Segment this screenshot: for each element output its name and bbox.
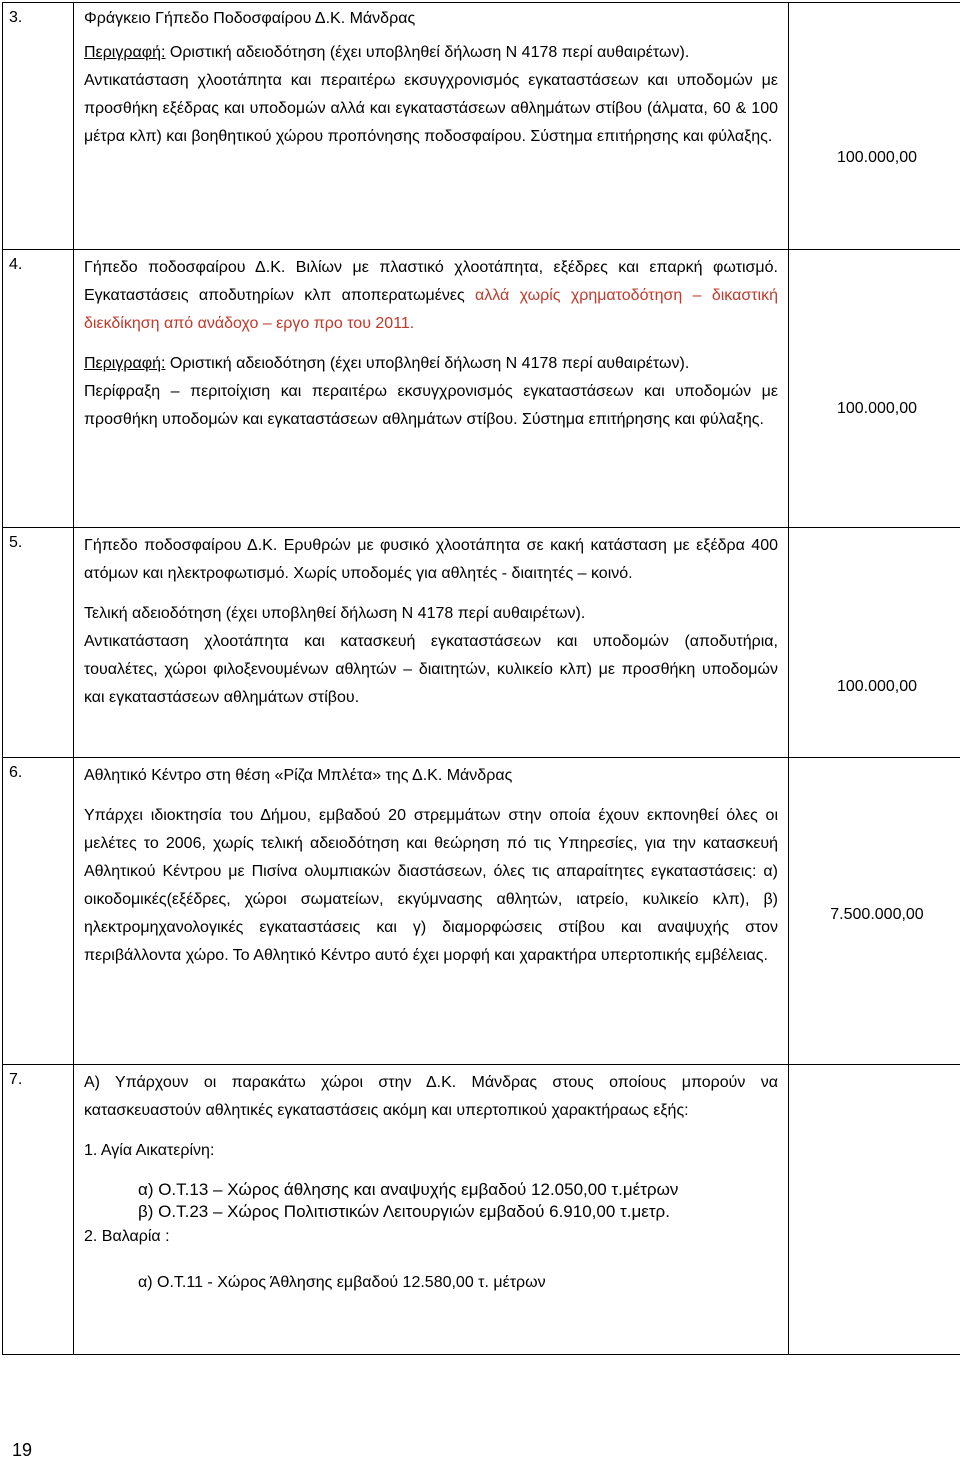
sub-location-2-title: 2. Βαλαρία : (84, 1228, 170, 1245)
row-description (74, 758, 789, 1065)
row-amount-cell (789, 528, 960, 758)
table-row (3, 250, 960, 528)
description-text: Οριστική αδειοδότηση (έχει υποβληθεί δήλωση Ν 4178 περί αυθαιρέτων). (165, 355, 690, 372)
item-title: Γήπεδο ποδοσφαίρου Δ.Κ. Ερυθρών με φυσικό χλοοτάπητα σε κακή κατάσταση με εξέδρα 400 ατόμων και ηλεκτροφωτισμό. Χωρίς υποδομές για αθλητές - διαιτητές – κοινό. (84, 537, 778, 582)
row-amount-cell (789, 1065, 960, 1355)
item-body-line2: Αντικατάσταση χλοοτάπητα και κατασκευή εγκαταστάσεων και υποδομών (αποδυτήρια, τουαλέτες, χώροι φιλοξενουμένων αθλητών – διαιτητών, κυλικείο κλπ) με προσθήκη υποδομών και εγκαταστάσεων αθλημάτων στίβου. (84, 633, 778, 706)
amount-value: 100.000,00 (836, 400, 918, 417)
item-title (84, 254, 778, 338)
table-row (3, 1065, 960, 1355)
page-number: 19 (12, 1440, 33, 1460)
item-body-line1: Τελική αδειοδότηση (έχει υποβληθεί δήλωση Ν 4178 περί αυθαιρέτων). (84, 605, 586, 622)
sub-location-1-title: 1. Αγία Αικατερίνη: (84, 1142, 215, 1159)
description-label: Περιγραφή: (84, 44, 166, 61)
row-amount-cell (789, 250, 960, 528)
sub-location-1-item-b: β) Ο.Τ.23 – Χώρος Πολιτιστικών Λειτουργιών εμβαδού 6.910,00 τ.μετρ. (138, 1202, 670, 1221)
title-warning-text: αλλά χωρίς χρηματοδότηση – δικαστική διεκδίκηση από ανάδοχο – εργο προ του 2011. (84, 287, 779, 332)
table-row (3, 528, 960, 758)
row-number: 7. (3, 1065, 74, 1355)
amount-value: 100.000,00 (836, 678, 918, 695)
sub-location-2-item-a: α) Ο.Τ.11 - Χώρος Άθλησης εμβαδού 12.580,00 τ. μέτρων (138, 1274, 546, 1291)
table-row (3, 758, 960, 1065)
item-title: Φράγκειο Γήπεδο Ποδοσφαίρου Δ.Κ. Μάνδρας (84, 10, 416, 27)
row-number: 5. (3, 528, 74, 758)
row-amount-cell (789, 3, 960, 250)
projects-table (2, 2, 960, 1355)
row-number: 4. (3, 250, 74, 528)
item-description-line (84, 350, 778, 378)
item-title: Αθλητικό Κέντρο στη θέση «Ρίζα Μπλέτα» της Δ.Κ. Μάνδρας (84, 767, 513, 784)
amount-value: 100.000,00 (836, 149, 918, 166)
item-description-line (84, 39, 778, 67)
row-description (74, 528, 789, 758)
item-body: Υπάρχει ιδιοκτησία του Δήμου, εμβαδού 20 στρεμμάτων στην οποία έχουν εκπονηθεί όλες οι μελέτες το 2006, χωρίς τελική αδειοδότηση και θεώρηση πό τις Υπηρεσίες, για την κατασκευή Αθλητικού Κέντρου με Πισίνα ολυμπιακών διαστάσεων, όλες τις απαραίτητες εγκαταστάσεις: α) οικοδομικές(εξέδρες, χώροι σωματείων, εκγύμνασης αθλητών, ιατρείο, κυλικείο κλπ), β) ηλεκτρομηχανολογικές εγκαταστάσεις και γ) διαμορφώσεις στίβου και αναψυχής στον περιβάλλοντα χώρο. Το Αθλητικό Κέντρο αυτό έχει μορφή και χαρακτήρα υπερτοπικής εμβέλειας. (84, 807, 778, 964)
item-body: Περίφραξη – περιτοίχιση και περαιτέρω εκσυγχρονισμός εγκαταστάσεων και υποδομών με προσθήκη υποδομών και εγκαταστάσεων αθλημάτων στίβου. Σύστημα επιτήρησης και φύλαξης. (84, 383, 778, 428)
row-number: 3. (3, 3, 74, 250)
sub-location-1-item-a: α) Ο.Τ.13 – Χώρος άθλησης και αναψυχής εμβαδού 12.050,00 τ.μέτρων (138, 1180, 679, 1199)
table-row (3, 3, 960, 250)
description-label: Περιγραφή: (84, 355, 166, 372)
item-body: Αντικατάσταση χλοοτάπητα και περαιτέρω εκσυγχρονισμός εγκαταστάσεων και υποδομών με προσθήκη εξέδρας και υποδομών αλλά και εγκαταστάσεων αθλημάτων στίβου (άλματα, 60 & 100 μέτρα κλπ) και βοηθητικού χώρου προπόνησης ποδοσφαίρου. Σύστημα επιτήρησης και φύλαξης. (84, 72, 778, 145)
amount-value: 7.500.000,00 (830, 906, 924, 923)
row-description (74, 250, 789, 528)
row-amount-cell (789, 758, 960, 1065)
row-number: 6. (3, 758, 74, 1065)
item-intro: Α) Υπάρχουν οι παρακάτω χώροι στην Δ.Κ. Μάνδρας στους οποίους μπορούν να κατασκευαστούν αθλητικές εγκαταστάσεις ακόμη και υπερτοπικού χαρακτήραως εξής: (84, 1074, 778, 1119)
row-description (74, 1065, 789, 1355)
title-text: Γήπεδο ποδοσφαίρου Δ.Κ. Βιλίων με πλαστικό χλοοτάπητα, εξέδρες και επαρκή φωτισμό. Εγκαταστάσεις αποδυτηρίων κλπ αποπερατωμένες (84, 259, 778, 304)
description-text: Οριστική αδειοδότηση (έχει υποβληθεί δήλωση Ν 4178 περί αυθαιρέτων). (165, 44, 690, 61)
row-description (74, 3, 789, 250)
